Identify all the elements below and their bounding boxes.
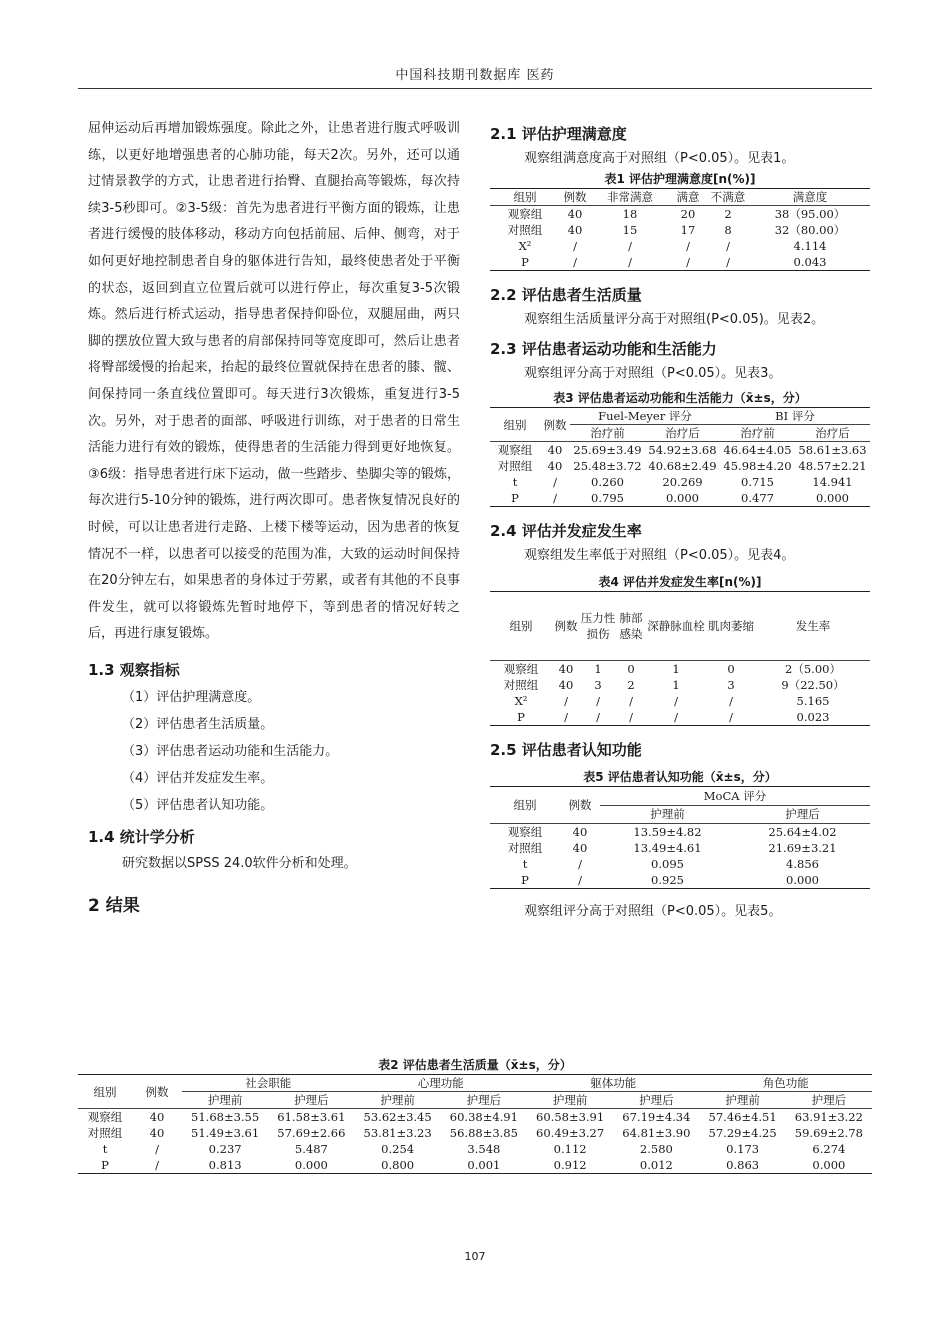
page-number: 107 (464, 1250, 486, 1263)
table-row: 观察组 40 1 0 1 0 2（5.00） (503, 662, 841, 676)
table-row: t / 0.095 4.856 (522, 857, 819, 871)
section-2-1-text: 观察组满意度高于对照组（P<0.05）。见表1。 (524, 151, 795, 166)
table-row: P / 0.925 0.000 (490, 872, 870, 889)
table-5: 组别 例数 MoCA 评分 护理前 护理后 观察组 40 13.59±4.82 25.64±4.02 对照组 40 13.49±4.61 21.69±3.21 t / 0.095 4.856 P / 0.925 0.000 (490, 786, 870, 889)
left-column (88, 116, 460, 916)
table-row: 观察组 40 25.69±3.49 54.92±3.68 46.64±4.05 58.61±3.63 (497, 443, 867, 457)
section-2-1-title: 2.1 评估护理满意度 (490, 125, 627, 143)
table-header: 组别 (513, 190, 537, 204)
table-header: 例数 (563, 190, 587, 204)
table-row: 对照组 40 13.49±4.61 21.69±3.21 (507, 841, 837, 855)
table-1 (490, 188, 870, 271)
table-4: 组别 例数 压力性损伤 肺部感染 深静脉血栓 肌肉萎缩 发生率 观察组 40 1 0 1 0 2（5.00） 对照组 40 3 2 1 3 9（22.50） X² / / / / / 5.165 P / / / / / 0.023 (490, 591, 870, 726)
section-1-4-title: 1.4 统计学分析 (88, 827, 195, 846)
list-item: （5）评估患者认知功能。 (122, 797, 274, 813)
table-row: 观察组 40 13.59±4.82 25.64±4.02 (507, 825, 837, 839)
table-row: t / 0.260 20.269 0.715 14.941 (512, 475, 853, 489)
table-5-caption: 表5 评估患者认知功能（x̄±s，分） (583, 770, 777, 784)
section-2-3-text: 观察组评分高于对照组（P<0.05）。见表3。 (524, 366, 782, 381)
section-2-3-title: 2.3 评估患者运动功能和生活能力 (490, 340, 717, 358)
table-1-caption: 表1 评估护理满意度[n(%)] (604, 172, 756, 186)
list-item: （2）评估患者生活质量。 (122, 716, 274, 732)
table-row: P / / / / 0.043 (490, 254, 870, 271)
right-column (490, 120, 870, 923)
table-row: 观察组 40 51.68±3.55 61.58±3.61 53.62±3.45 60.38±4.91 60.58±3.91 67.19±4.34 57.46±4.51 63.91±3.22 (87, 1110, 863, 1124)
section-2-2-text: 观察组生活质量评分高于对照组(P<0.05)。见表2。 (524, 312, 825, 327)
table-row: P / 0.795 0.000 0.477 0.000 (490, 490, 870, 507)
list-item: （3）评估患者运动功能和生活能力。 (122, 743, 339, 759)
table-row: 对照组 40 25.48±3.72 40.68±2.49 45.98±4.20 48.57±2.21 (497, 459, 867, 473)
table-3-caption: 表3 评估患者运动功能和生活能力（x̄±s，分） (553, 391, 807, 405)
table-row: P / 0.813 0.000 0.800 0.001 0.912 0.012 0.863 0.000 (78, 1157, 872, 1174)
table-row: X² / / / / / 5.165 (514, 694, 830, 708)
table-header: 非常满意 (607, 190, 653, 204)
table-row: 对照组 40 51.49±3.61 57.69±2.66 53.81±3.23 56.88±3.85 60.49±3.27 64.81±3.90 57.29±4.25 59.69±2.78 (87, 1126, 863, 1140)
body-paragraph: 屈伸运动后再增加锻炼强度。除此之外，让患者进行腹式呼吸训练，以更好地增强患者的心肺功能，每天2次。另外，还可以通过情景教学的方式，让患者进行抬臀、直腿抬高等锻炼，每次持续3-5秒即可。②3-5级：首先为患者进行平衡方面的锻炼，让患者进行缓慢的肢体移动，移动方向包括前屈、后伸、侧弯，对于如何更好地控制患者自身的躯体进行告知，最终使患者处于平衡的状态，返回到直立位置后就可以进行停止，每次重复3-5次锻炼。然后进行桥式运动，指导患者保持仰卧位，双腿屈曲，两只脚的摆放位置大致与患者的肩部保持同等宽度即可，然后让患者将臀部缓慢的抬起来，抬起的最终位置就保持在患者的膝、髋、间保持同一条直线位置即可。每天进行3次锻炼，重复进行3-5次。另外，对于患者的面部、呼吸进行训练，对于患者的日常生活能力进行有效的锻炼，使得患者的生活能力得到更好地恢复。③6级：指导患者进行床下运动，做一些踏步、垫脚尖等的锻炼，每次进行5-10分钟的锻炼，进行两次即可。患者恢复情况良好的时候，可以让患者进行走路、上楼下楼等运动，因为患者的恢复情况不一样，以患者可以接受的范围为准，大致的运动时间保持在20分钟左右，如果患者的身体过于劳累，或者有其他的不良事件发生，就可以将锻炼先暂时地停下，等到患者的情况好转之后，再进行康复锻炼。 (88, 121, 460, 642)
list-item: （4）评估并发症发生率。 (122, 770, 274, 786)
table-row: 对照组 40 3 2 1 3 9（22.50） (503, 678, 845, 692)
section-2-4-text: 观察组发生率低于对照组（P<0.05）。见表4。 (524, 548, 795, 563)
table-3: 组别 例数 Fuel-Meyer 评分 BI 评分 治疗前 治疗后 治疗前 治疗后 观察组 40 25.69±3.49 54.92±3.68 46.64±4.05 58.61±3.63 对照组 40 25.48±3.72 40.68±2.49 45.98±4.20 48.57±2.21 t / 0.260 20.269 0.715 14.941 P / 0.795 0.000 0.477 0.000 (490, 407, 870, 507)
table-row: t / 0.237 5.487 0.254 3.548 0.112 2.580 0.173 6.274 (102, 1142, 846, 1156)
section-1-3-title: 1.3 观察指标 (88, 660, 180, 679)
table-header: 满意度 (792, 190, 828, 204)
journal-header: 中国科技期刊数据库 医药 (395, 68, 555, 83)
table-row: P / / / / / 0.023 (490, 709, 870, 726)
table-header: 满意 (676, 190, 700, 204)
header-rule (78, 88, 872, 89)
section-2-4-title: 2.4 评估并发症发生率 (490, 522, 642, 540)
section-2-title: 2 结果 (88, 896, 140, 917)
table-row: 观察组 40 18 20 2 38（95.00） (507, 207, 846, 221)
section-2-5-text: 观察组评分高于对照组（P<0.05）。见表5。 (524, 904, 782, 919)
table-4-caption: 表4 评估并发症发生率[n(%)] (598, 575, 762, 589)
table-row: X² / / / / 4.114 (518, 239, 827, 253)
table-2-block (78, 1056, 872, 1174)
section-2-5-title: 2.5 评估患者认知功能 (490, 741, 642, 759)
list-item: （1）评估护理满意度。 (122, 689, 261, 705)
section-2-2-title: 2.2 评估患者生活质量 (490, 286, 642, 304)
section-1-4-text: 研究数据以SPSS 24.0软件分析和处理。 (122, 855, 357, 871)
table-2-caption: 表2 评估患者生活质量（x̄±s，分） (378, 1058, 572, 1072)
table-header: 不满意 (710, 190, 746, 204)
table-2: 组别 例数 社会职能 心理功能 躯体功能 角色功能 护理前 护理后 护理前 护理后 护理前 护理后 护理前 护理后 观察组 40 51.68±3.55 61.58±3.61 53.62±3.45 60.38±4.91 60.58±3.91 67.19±4.34 57.46±4.51 63.91±3.22 对照组 40 51.49±3.61 57.69±2.66 53.81±3.23 56.88±3.85 60.49±3.27 64.81±3.90 57.29±4.25 59.69±2.78 t / 0.237 5.487 0.254 3.548 0.112 2.580 0.173 6.274 P / 0.813 0.000 0.800 0.001 0.912 0.012 0.863 0.000 (78, 1074, 872, 1174)
table-row: 对照组 40 15 17 8 32（80.00） (507, 223, 846, 237)
